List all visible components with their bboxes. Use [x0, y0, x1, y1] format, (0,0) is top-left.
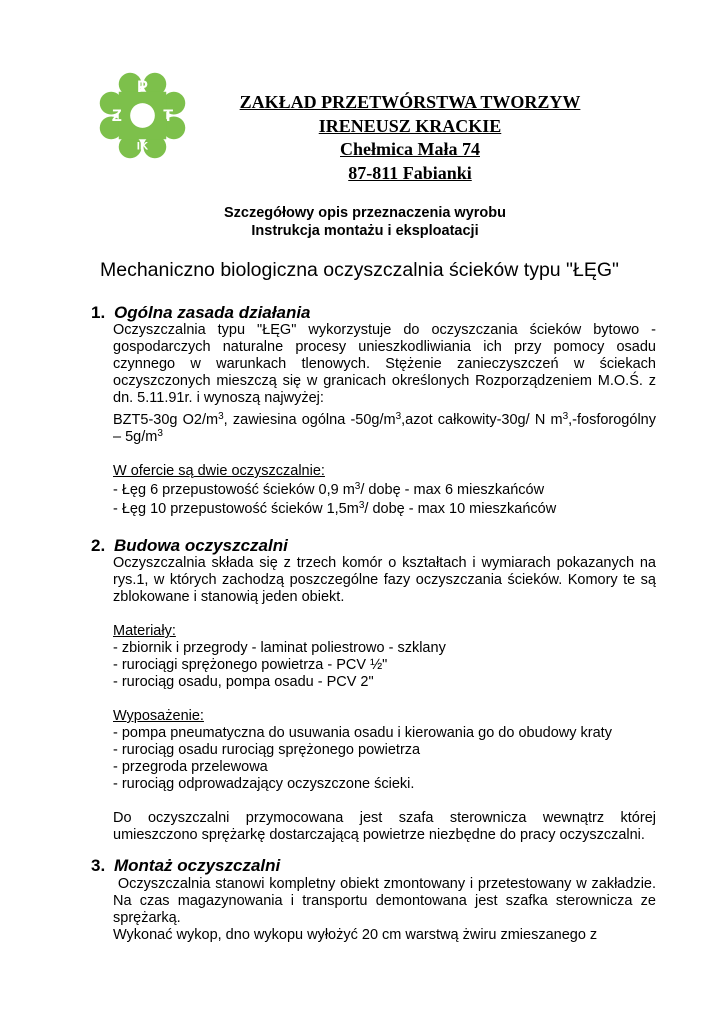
equipment-item: - rurociąg osadu rurociąg sprężonego powietrza: [113, 742, 421, 758]
section-title: Ogólna zasada działania: [114, 303, 311, 322]
section-1-intro: Oczyszczalnia typu "ŁĘG" wykorzystuje do oczyszczania ścieków bytowo - gospodarczych naturalne procesy unieszkodliwiania ich przy pomocy osadu czynnego w warunkach tlenowych. Stężenie zanieczyszczeń w ściekach oczyszczonych mieszczą się w granicach określonych Rozporządzeniem M.O.Ś. z dn. 5.11.91r. i wynoszą najwyżej:: [113, 322, 656, 406]
section-1-heading: [91, 303, 311, 323]
offer-text: / dobę - max 6 mieszkańców: [360, 482, 545, 498]
param-exponent: 3: [218, 411, 224, 422]
section-3-body: [113, 876, 661, 944]
document-title: Mechaniczno biologiczna oczyszczalnia ścieków typu "ŁĘG": [100, 259, 619, 281]
offer-item: [113, 501, 656, 518]
equipment-item: - rurociąg odprowadzający oczyszczone ścieki.: [113, 776, 415, 792]
offer-text: - Łęg 10 przepustowość ścieków 1,5m: [113, 501, 359, 517]
logo-letter-z: Z: [111, 107, 122, 126]
offer-text: / dobę - max 10 mieszkańców: [364, 501, 557, 517]
company-header: [200, 91, 620, 185]
offer-exponent: 3: [358, 500, 365, 511]
logo-letter-t: T: [163, 107, 174, 126]
offer-item: [113, 482, 656, 499]
section-3-paragraph-1: Oczyszczalnia stanowi kompletny obiekt zmontowany i przetestowany w zakładzie. Na czas magazynowania i transportu demontowana jest szafka sterownicza ze sprężarką.: [113, 876, 661, 926]
logo-center: [130, 103, 155, 128]
param-fosfor: ,-fosforogólny – 5g/m: [113, 412, 656, 445]
equipment-heading: Wyposażenie:: [113, 708, 204, 724]
logo-letter-p: P: [137, 77, 148, 96]
subheader: [180, 205, 550, 240]
section-title: Montaż oczyszczalni: [114, 856, 281, 875]
section-1-body: [113, 322, 656, 518]
section-number: 2.: [91, 536, 106, 555]
offer-heading: W ofercie są dwie oczyszczalnie:: [113, 463, 325, 479]
company-owner: IRENEUSZ KRACKIE: [318, 115, 502, 136]
section-2-intro: Oczyszczalnia składa się z trzech komór o kształtach i wymiarach pokazanych na rys.1, w których zachodzą poszczególne fazy oczyszczania ścieków. Komory te są zblokowane i stanowią jeden obiekt.: [113, 555, 656, 605]
company-street: Chełmica Mała 74: [340, 139, 480, 159]
equipment-item: - pompa pneumatyczna do usuwania osadu i kierowania go do obudowy kraty: [113, 725, 612, 741]
section-1-params: [113, 412, 656, 446]
offer-text: - Łęg 6 przepustowość ścieków 0,9 m: [113, 482, 355, 498]
param-exponent: 3: [562, 411, 569, 422]
offer-exponent: 3: [354, 481, 361, 492]
logo-letters-ik: IK: [136, 140, 149, 153]
section-3-paragraph-2: Wykonać wykop, dno wykopu wyłożyć 20 cm warstwą żwiru zmieszanego z: [113, 927, 598, 943]
param-exponent: 3: [157, 428, 163, 439]
materials-heading: Materiały:: [113, 623, 176, 639]
section-2-heading: [91, 536, 288, 556]
equipment-item: - przegroda przelewowa: [113, 759, 268, 775]
materials-item: - zbiornik i przegrody - laminat poliestrowo - szklany: [113, 640, 446, 656]
section-number: 1.: [91, 303, 106, 322]
section-2-body: [113, 555, 656, 844]
section-title: Budowa oczyszczalni: [114, 536, 288, 555]
section-3-heading: [91, 856, 280, 876]
company-name: ZAKŁAD PRZETWÓRSTWA TWORZYW: [239, 92, 581, 112]
subheader-line-1: Szczegółowy opis przeznaczenia wyrobu: [223, 205, 506, 221]
materials-item: - rurociągi sprężonego powietrza - PCV ½": [113, 657, 388, 673]
company-logo: [95, 68, 190, 163]
section-number: 3.: [91, 856, 106, 875]
materials-item: - rurociąg osadu, pompa osadu - PCV 2": [113, 674, 374, 690]
param-azot: ,azot całkowity-30g/ N m: [401, 412, 563, 428]
section-2-closing: Do oczyszczalni przymocowana jest szafa sterownicza wewnątrz której umieszczono sprężarkę dostarczającą powietrze niezbędne do pracy oczyszczalni.: [113, 810, 656, 843]
subheader-line-2: Instrukcja montażu i eksploatacji: [251, 222, 479, 239]
company-postal: 87-811 Fabianki: [348, 162, 472, 183]
param-exponent: 3: [395, 411, 402, 422]
param-zawiesina: , zawiesina ogólna -50g/m: [223, 412, 396, 428]
param-bzt: BZT5-30g O2/m: [113, 412, 219, 428]
